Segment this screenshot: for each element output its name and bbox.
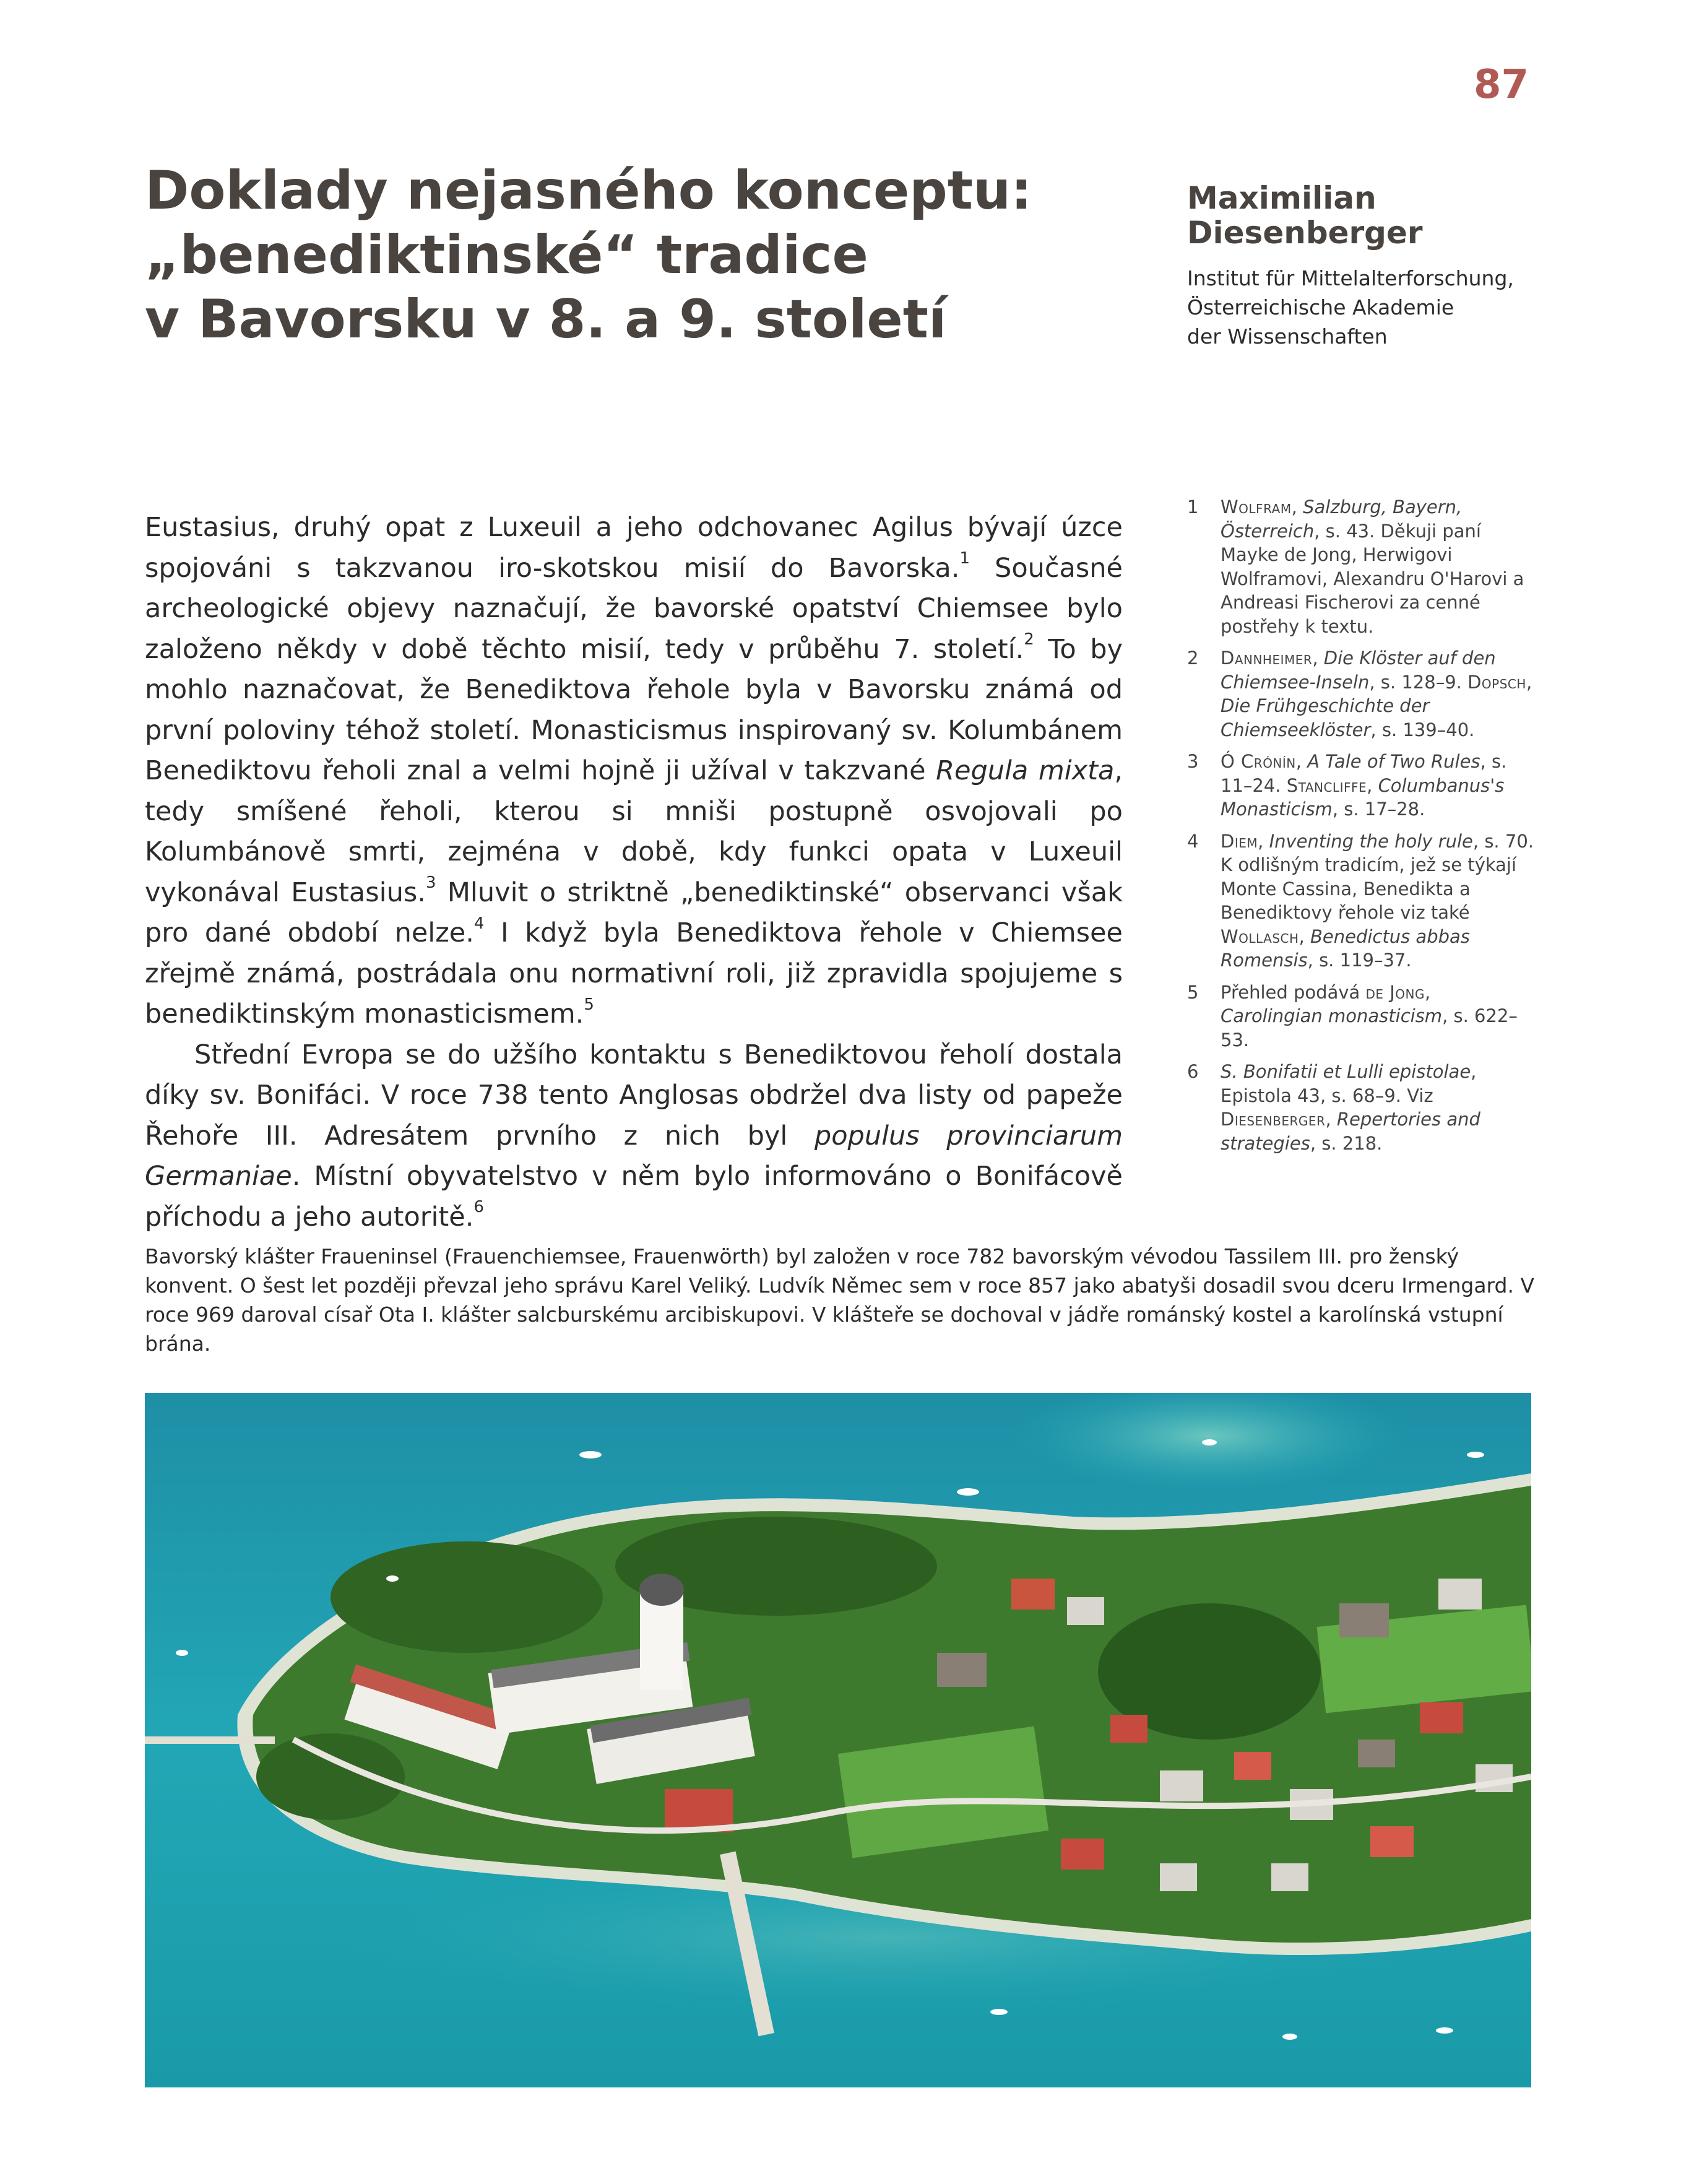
footnote: 3 Ó Crónín, A Tale of Two Rules, s. 11–24. Stancliffe, Columbanus's Monasticism, s. 17–28.: [1187, 751, 1507, 820]
italic-term: populus provinciarum Germaniae: [145, 1120, 1123, 1192]
text: , s. 139–40.: [1370, 719, 1475, 740]
text: , s. 218.: [1310, 1132, 1383, 1154]
footnote-ref[interactable]: 3: [425, 873, 436, 893]
text: . Místní obyvatelstvo v něm bylo informováno o Bonifácově příchodu a jeho autoritě.: [145, 1161, 1123, 1233]
footnote: 6 S. Bonifatii et Lulli epistolae, Epistola 43, s. 68–9. Viz Diesenberger, Repertories and strategies, s. 218.: [1187, 1061, 1480, 1154]
text: Střední Evropa se do užšího kontaktu s Benediktovou řeholí dostala díky sv. Bonifáci. V roce 738 tento Anglosas obdržel dva listy od papeže Řehoře III. Adresátem prvního z nich byl: [145, 1039, 1123, 1151]
island-illustration: [145, 1393, 1531, 2087]
text: Přehled podává: [1221, 981, 1366, 1003]
title-line: „benediktinské“ tradice: [145, 224, 868, 286]
title-line: Doklady nejasného konceptu:: [145, 160, 1032, 222]
text: To by mohlo naznačovat, že Benediktova řehole byla v Bavorsku známá od první poloviny téhož století. Monasticismus inspirovaný sv. Kolumbánem Benediktovu řeholi znal a velmi hojně ji užíval v takzvané: [145, 633, 1123, 786]
text: , s. 11–24.: [1221, 751, 1507, 796]
work-title: Columbanus's Monasticism: [1221, 774, 1505, 820]
page-number: 87: [1473, 62, 1529, 108]
author-ref: Wolfram: [1221, 496, 1292, 518]
author-affiliation: [1187, 264, 1620, 351]
title-line: v Bavorsku v 8. a 9. století: [145, 288, 947, 350]
author-ref: de Jong: [1365, 981, 1425, 1003]
footnote-number: 6: [1187, 1061, 1199, 1082]
work-title: Inventing the holy rule: [1269, 830, 1473, 852]
paragraph-1: [145, 508, 1123, 1035]
affiliation-line: der Wissenschaften: [1187, 324, 1388, 349]
work-title: S. Bonifatii et Lulli epistolae: [1221, 1061, 1471, 1082]
footnote-ref[interactable]: 6: [473, 1198, 484, 1217]
work-title: Die Frühgeschichte der Chiemseeklöster: [1221, 695, 1430, 740]
text: , Epistola 43, s. 68–9. Viz: [1221, 1061, 1477, 1106]
footnote-number: 3: [1187, 751, 1199, 772]
work-title: Carolingian monasticism: [1221, 1005, 1443, 1026]
article-title: [145, 158, 1197, 352]
footnotes: [1187, 495, 1534, 1163]
text: , s. 622–53.: [1221, 1005, 1518, 1051]
footnote-number: 2: [1187, 648, 1199, 669]
footnote-number: 1: [1187, 496, 1199, 518]
text: , s. 17–28.: [1332, 799, 1425, 820]
author-ref: Diem: [1221, 830, 1258, 852]
italic-term: Regula mixta: [936, 755, 1115, 786]
footnote: 4 Diem, Inventing the holy rule, s. 70. K odlišným tradicím, jež se týkají Monte Cassina, Benedikta a Benediktovy řehole viz také Wollasch, Benedictus abbas Romensis, s. 119–37.: [1187, 830, 1534, 971]
text: , s. 70. K odlišným tradicím, jež se týkají Monte Cassina, Benedikta a Benediktovy řehole viz také: [1221, 830, 1534, 923]
author-ref: Dannheimer: [1221, 648, 1313, 669]
work-title: A Tale of Two Rules: [1307, 751, 1480, 772]
work-title: Repertories and strategies: [1221, 1109, 1480, 1154]
footnote-number: 5: [1187, 981, 1199, 1003]
tree-canopy: [331, 1541, 603, 1653]
affiliation-line: Institut für Mittelalterforschung,: [1187, 266, 1514, 290]
author-name: [1187, 181, 1620, 250]
author-ref: Ó Crónín: [1221, 751, 1296, 772]
footnote-ref[interactable]: 4: [473, 914, 485, 933]
photo-caption: Bavorský klášter Fraueninsel (Frauenchiemsee, Frauenwörth) byl založen v roce 782 bavorským vévodou Tassilem III. pro ženský konvent. O šest let později převzal jeho správu Karel Veliký. Ludvík Němec sem v roce 857 jako abatyši dosadil svou dceru Irmengard. V roce 969 daroval císař Ota I. klášter salcburskému arcibiskupovi. V klášteře se dochoval v jádře románský kostel a karolínská vstupní brána.: [145, 1244, 1535, 1356]
text: , s. 128–9.: [1369, 671, 1468, 693]
author-last-name: Diesenberger: [1187, 215, 1423, 251]
text: , s. 43. Děkuji paní Mayke de Jong, Herwigovi Wolframovi, Alexandru O'Harovi a Andreasi Fischerovi za cenné postřehy k textu.: [1221, 520, 1524, 637]
footnote-number: 4: [1187, 830, 1199, 852]
footnote: 1 Wolfram, Salzburg, Bayern, Österreich, s. 43. Děkuji paní Mayke de Jong, Herwigovi Wolframovi, Alexandru O'Harovi a Andreasi Fischerovi za cenné postřehy k textu.: [1187, 496, 1524, 637]
footnote-ref[interactable]: 2: [1024, 630, 1034, 649]
aerial-photo-fraueninsel: [145, 1393, 1531, 2087]
footnote: 2 Dannheimer, Die Klöster auf den Chiemsee-Inseln, s. 128–9. Dopsch, Die Frühgeschichte der Chiemseeklöster, s. 139–40.: [1187, 648, 1532, 740]
text: I když byla Benediktova řehole v Chiemsee zřejmě známá, postrádala onu normativní roli, již zpravidla spojujeme s benediktinským monasticismem.: [145, 917, 1123, 1029]
author-ref: Dopsch: [1467, 671, 1526, 693]
text: , s. 119–37.: [1307, 950, 1412, 971]
author-ref: Wollasch: [1221, 925, 1299, 947]
footnote-ref[interactable]: 1: [959, 549, 970, 568]
author-first-name: Maximilian: [1187, 180, 1376, 216]
tree-canopy: [256, 1733, 405, 1820]
work-title: Salzburg, Bayern, Österreich: [1221, 496, 1463, 542]
text: Současné archeologické objevy naznačují, že bavorské opatství Chiemsee bylo založeno někdy v době těchto misií, tedy v průběhu 7. století.: [145, 552, 1123, 665]
text: Eustasius, druhý opat z Luxeuil a jeho odchovanec Agilus bývají úzce spojováni s takzvanou iro-skotskou misií do Bavorska.: [145, 512, 1123, 584]
author-ref: Stancliffe: [1286, 774, 1367, 796]
paragraph-2: [145, 1035, 1123, 1238]
work-title: Die Klöster auf den Chiemsee-Inseln: [1221, 648, 1496, 693]
footnote-ref[interactable]: 5: [584, 995, 594, 1014]
footnote: 5 Přehled podává de Jong, Carolingian monasticism, s. 622–53.: [1187, 981, 1518, 1051]
pier: [145, 1736, 275, 1744]
author-ref: Diesenberger: [1221, 1109, 1326, 1130]
work-title: Benedictus abbas Romensis: [1221, 925, 1470, 971]
body-text: [145, 508, 1123, 1237]
text: , tedy smíšené řeholi, kterou si mniši postupně osvojovali po Kolumbánově smrti, zejména v době, kdy funkci opata v Luxeuil vykonával Eustasius.: [145, 755, 1123, 908]
text: Mluvit o striktně „benediktinské“ observanci však pro dané období nelze.: [145, 877, 1123, 948]
affiliation-line: Österreichische Akademie: [1187, 295, 1454, 319]
